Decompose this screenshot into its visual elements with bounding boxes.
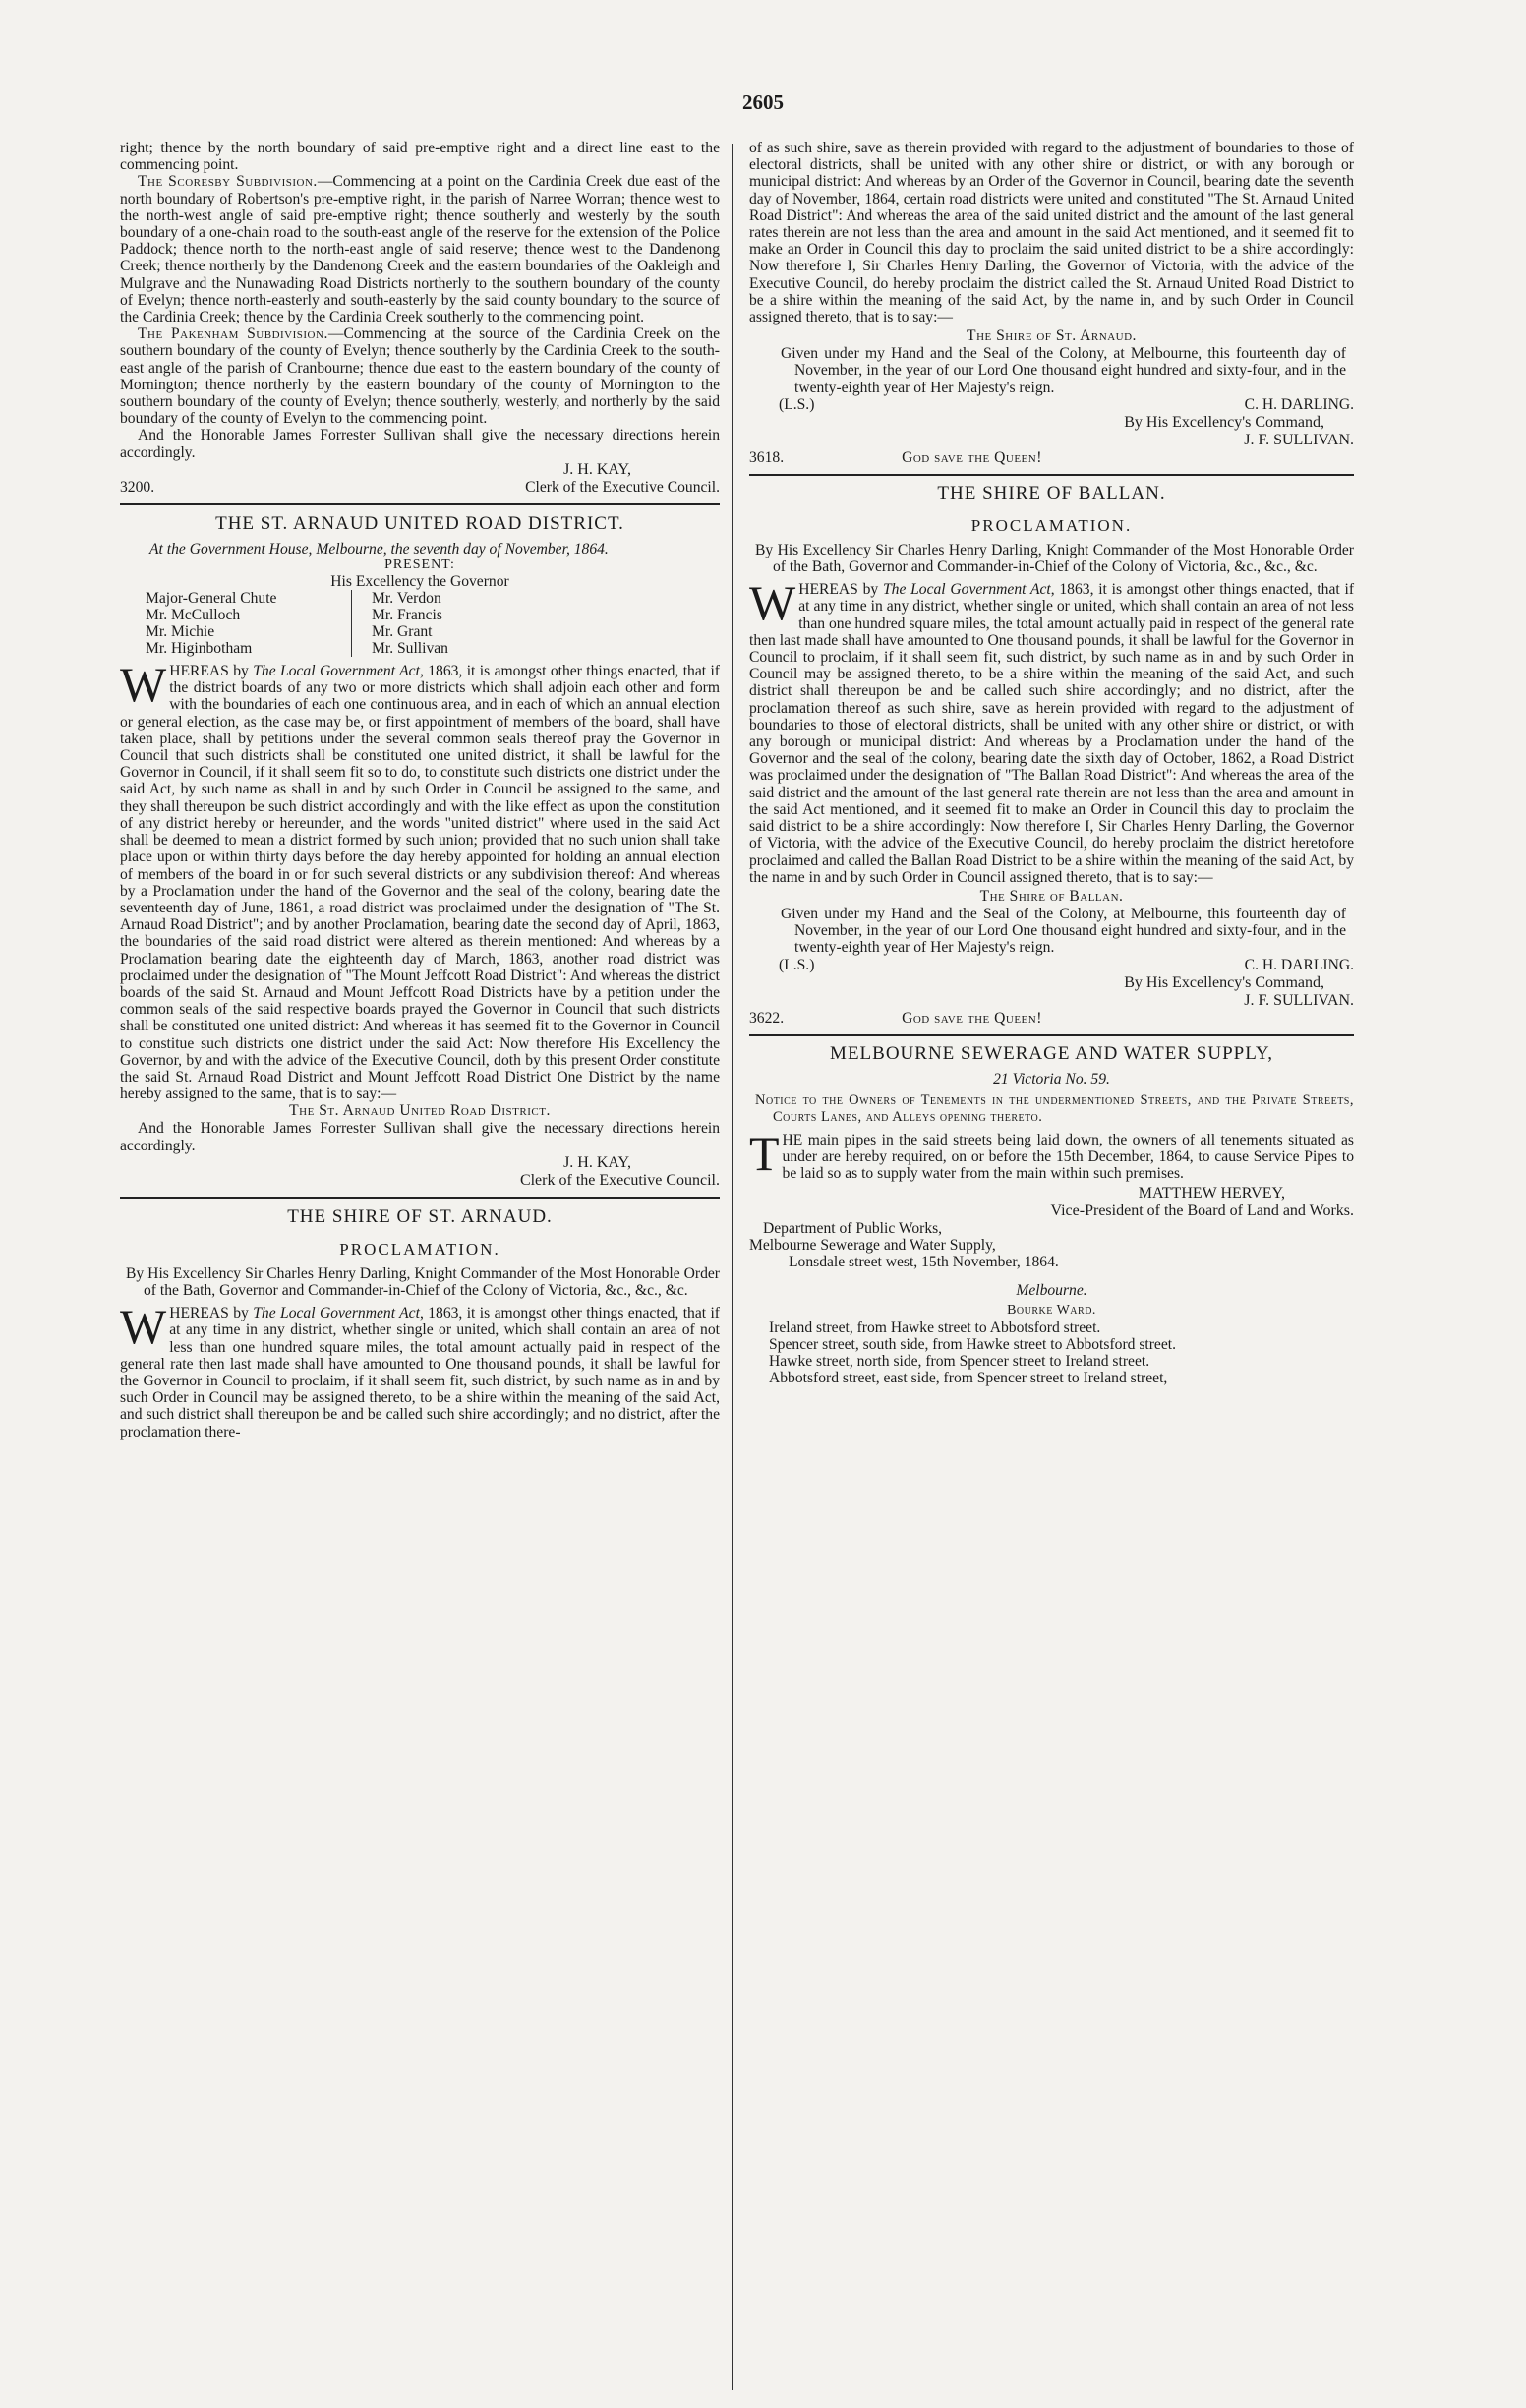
street-item: Ireland street, from Hawke street to Abbotsford street.	[769, 1319, 1101, 1336]
whereas-text: , 1863, it is amongst other things enacted, that if the district boards of any two or more districts which shall adjoin each other and form with the boundaries of each one continuous area, and in each of which an annual election or general election, as the case may be, or first appointment of members of the board, shall have taken place, shall by petitions under the several common seals thereof pray the Governor in Council that such districts shall be constituted one united district, it shall be lawful for the Governor in Council, if it shall seem fit so to do, to constitute such districts one district under the said Act, by such name as shall in and by such Order in Council be assigned to the same, and they shall thereupon be such district accordingly and with the like effect as upon the constitution of any district hereby or hereunder, and the words "united district" where used in the said Act shall be deemed to mean a district formed by such union; provided that no such union shall take place upon or within thirty days before the day hereby appointed for holding an annual election of members of the board in or for such several districts or any subdivision thereof: And whereas by a Proclamation under the hand of the Governor and the seal of the colony, bearing date the seventeenth day of June, 1861, a road district was proclaimed under the designation of "The St. Arnaud Road District"; and by another Proclamation, bearing date the second day of April, 1863, the boundaries of the said road district were altered as therein mentioned: And whereas by a Proclamation bearing date the eighteenth day of March, 1863, another road district was proclaimed under the designation of "The Mount Jeffcott Road District": And whereas the district boards of the said St. Arnaud and Mount Jeffcott Road Districts have by a petition under the common seals of the said respective boards prayed the Governor in Council that such districts shall be constituted one united district: And whereas it has seemed fit to the Governor in Council to constitue such districts one district under the said Act: Now therefore His Excellency the Governor, by and with the advice of the Executive Council, doth by this present Order constitute the said St. Arnaud Road District and Mount Jeffcott Road District One District by the name hereby assigned to the same, that is to say:—	[120, 663, 720, 1103]
whereas-paragraph-3	[749, 575, 1355, 886]
section-rule	[749, 474, 1354, 476]
signature-kay-1: J. H. KAY,	[563, 460, 631, 478]
united-district-name: The St. Arnaud United Road District.	[289, 1102, 551, 1120]
drop-cap-w: W	[120, 657, 167, 713]
drop-cap-t: T	[749, 1125, 780, 1181]
act-title: The Local Government Act	[882, 581, 1051, 599]
victoria-act-number: 21 Victoria No. 59.	[993, 1070, 1110, 1087]
god-save-queen: God save the Queen!	[902, 1009, 1042, 1027]
section-rule	[120, 503, 720, 505]
scoresby-text: —Commencing at a point on the Cardinia Creek due east of the north boundary of Robertson's pre-emptive right, in the parish of Narree Worran; thence west to the north-west angle of said pre-emptive right; thence southerly and westerly by the south boundary of a one-chain road to the south-east angle of the reserve for the extension of the Police Paddock; thence north to the north-east angle of said reserve; thence west to the Dandenong Creek; thence northerly by the Dandenong Creek and the eastern boundaries of the Oakleigh and Mulgrave and the Nunawading Road Districts northerly to the southern boundary of the county of Evelyn; thence north-easterly and south-easterly by the said county boundary to the source of the Cardinia Creek; thence by the Cardinia Creek southerly to the commencing point.	[120, 173, 720, 326]
drop-cap-w: W	[749, 575, 796, 631]
command-line-1: By His Excellency's Command,	[1124, 413, 1324, 431]
bourke-ward-label: Bourke Ward.	[1007, 1302, 1096, 1318]
sewerage-heading: MELBOURNE SEWERAGE AND WATER SUPPLY,	[830, 1042, 1273, 1064]
shire-name-st-arnaud: The Shire of St. Arnaud.	[967, 327, 1137, 345]
pakenham-text: —Commencing at the source of the Cardinia Creek on the southern boundary of the county of Evelyn; thence southerly by the Cardinia Creek to the south-east angle of the parish of Cranbourne; thence due east to the eastern boundary of the county of Mornington; thence northerly by the eastern boundary of the county of Mornington to the southern boundary of the county of Evelyn; thence southerly, westerly, and northerly by the said boundary of the county of Evelyn to the commencing point.	[120, 325, 720, 428]
present-member: Mr. Grant	[372, 623, 433, 641]
present-member: Mr. Francis	[372, 607, 442, 624]
god-save-row-2	[749, 1010, 1354, 1028]
whereas-start: HEREAS by	[169, 663, 249, 680]
present-member: Mr. Sullivan	[372, 640, 448, 658]
notice-number-3200: 3200.	[120, 478, 155, 496]
whereas-text: , 1863, it is amongst other things enacted, that if at any time in any district, whether single or united, which shall contain an area of not less than one hundred square miles, the total amount actually paid in respect of the general rate then last made shall have amounted to One thousand pounds, it shall be lawful for the Governor in Council to proclaim, if it shall seem fit, such district, by such name as in and by such Order in Council may be assigned thereto, to be a shire within the meaning of the said Act, and such district shall thereupon be and be called such shire accordingly; and no district, after the proclamation there-	[120, 1305, 720, 1440]
main-pipes-paragraph	[749, 1125, 1354, 1183]
signature-darling: C. H. DARLING.	[1244, 395, 1354, 413]
signature-hervey: MATTHEW HERVEY,	[1138, 1184, 1285, 1202]
proclamation-label: PROCLAMATION.	[970, 515, 1133, 535]
signature-sullivan: J. F. SULLIVAN.	[1244, 431, 1354, 448]
present-member: Major-General Chute	[146, 590, 277, 608]
by-his-excellency: By His Excellency Sir Charles Henry Darling, Knight Commander of the Most Honorable Order of the Bath, Governor and Commander-in-Chief of the Colony of Victoria, &c., &c., &c.	[755, 541, 1354, 576]
pakenham-heading: The Pakenham Subdivision.	[138, 325, 328, 343]
shire-st-arnaud-heading: THE SHIRE OF ST. ARNAUD.	[287, 1205, 553, 1227]
hervey-title: Vice-President of the Board of Land and Works.	[1050, 1202, 1354, 1219]
intro-paragraph: right; thence by the north boundary of said pre-emptive right and a direct line east to the commencing point.	[120, 140, 720, 174]
scoresby-paragraph	[120, 173, 720, 325]
signature-darling: C. H. DARLING.	[1244, 956, 1354, 973]
left-column	[120, 140, 720, 1440]
signature-sullivan: J. F. SULLIVAN.	[1244, 991, 1354, 1009]
main-pipes-text: HE main pipes in the said streets being laid down, the owners of all tenements situated as under are hereby required, on or before the 15th December, 1864, to cause Service Pipes to be laid so as to supply water from the main within such premises.	[782, 1131, 1354, 1183]
melbourne-label: Melbourne.	[1016, 1281, 1087, 1299]
present-member: Mr. Verdon	[372, 590, 441, 608]
street-item: Spencer street, south side, from Hawke street to Abbotsford street.	[769, 1335, 1176, 1353]
god-save-row-1	[749, 449, 1354, 467]
given-under-hand-1: Given under my Hand and the Seal of the Colony, at Melbourne, this fourteenth day of November, in the year of our Lord One thousand eight hundred and sixty-four, and in the twenty-eighth year of Her Majesty's reign.	[781, 345, 1346, 396]
whereas-paragraph-1	[120, 657, 720, 1103]
present-list	[146, 590, 558, 657]
right-column	[749, 140, 1354, 1386]
street-item: Abbotsford street, east side, from Spencer street to Ireland street,	[769, 1370, 1168, 1387]
signature-line-1	[120, 479, 720, 497]
whereas-start: HEREAS by	[798, 581, 879, 599]
shire-ballan-heading: THE SHIRE OF BALLAN.	[937, 482, 1166, 503]
seal-ls: (L.S.)	[779, 395, 815, 413]
whereas-text: , 1863, it is amongst other things enacted, that if at any time in any district, whether single or united, which shall contain an area of not less than one hundred square miles, the total amount actually paid in respect of the general rate then last made shall have amounted to One thousand pounds, it shall be lawful for the Governor in Council to proclaim, if it shall seem fit, such district, by such name as in and by such Order in Council may be assigned thereto, to be a shire within the meaning of the said Act, and such district shall thereupon be and be called such shire accordingly; and no district, after the proclamation thereof as such shire, save as herein provided with regard to the adjustment of boundaries to those of electoral districts, shall be united with any other shire or district, or with any borough or municipal district: And whereas by a Proclamation under the hand of the Governor and the seal of the colony, bearing date the sixth day of October, 1862, a Road District was proclaimed under the designation of "The Ballan Road District": And whereas the area of the said district and the amount of the last general rate therein are not less than the area and amount in the said Act mentioned, and it seemed fit to make an Order in Council this day to proclaim the said district to be a shire accordingly: Now therefore I, Sir Charles Henry Darling, the Governor of Victoria, with the advice of the Executive Council, do hereby proclaim the district heretofore proclaimed and called the Ballan Road District to be a shire within the meaning of the said Act, by the name in and by such Order in Council assigned thereto, that is to say:—	[749, 581, 1355, 886]
lonsdale-line: Lonsdale street west, 15th November, 1864.	[789, 1253, 1059, 1270]
section-rule	[120, 1197, 720, 1199]
present-member: Mr. Higinbotham	[146, 640, 253, 658]
signature-row-2	[749, 957, 1354, 974]
government-house-line: At the Government House, Melbourne, the seventh day of November, 1864.	[149, 540, 609, 558]
notice-to-owners: Notice to the Owners of Tenements in the undermentioned Streets, and the Private Streets, Courts Lanes, and Alleys opening thereto.	[755, 1091, 1354, 1125]
street-item: Hawke street, north side, from Spencer street to Ireland street.	[769, 1352, 1150, 1370]
directions-paragraph-2: And the Honorable James Forrester Sullivan shall give the necessary directions herein accordingly.	[120, 1120, 720, 1154]
given-under-hand-2: Given under my Hand and the Seal of the Colony, at Melbourne, this fourteenth day of November, in the year of our Lord One thousand eight hundred and sixty-four, and in the twenty-eighth year of Her Majesty's reign.	[781, 905, 1346, 957]
act-title: The Local Government Act	[253, 663, 420, 680]
present-right-list	[352, 590, 558, 657]
whereas-paragraph-2	[120, 1299, 720, 1440]
by-his-excellency: By His Excellency Sir Charles Henry Darling, Knight Commander of the Most Honorable Order of the Bath, Governor and Commander-in-Chief of the Colony of Victoria, &c., &c., &c.	[126, 1264, 720, 1299]
command-line-2: By His Excellency's Command,	[1124, 973, 1324, 991]
notice-number-3622: 3622.	[749, 1009, 785, 1027]
st-arnaud-road-heading: THE ST. ARNAUD UNITED ROAD DISTRICT.	[215, 512, 624, 534]
sewerage-line: Melbourne Sewerage and Water Supply,	[749, 1236, 996, 1254]
drop-cap-w: W	[120, 1299, 167, 1355]
present-label: PRESENT:	[384, 558, 455, 573]
proclamation-label: PROCLAMATION.	[339, 1239, 500, 1259]
clerk-title-1: Clerk of the Executive Council.	[525, 478, 720, 496]
continuation-paragraph: of as such shire, save as therein provided with regard to the adjustment of boundaries to those of electoral districts, shall be united with any other shire or district, or with any borough or municipal district: And whereas by an Order of the Governor in Council, bearing date the seventh day of November, 1864, certain road districts were united and constituted "The St. Arnaud United Road District": And whereas the area of the said united district and the amount of the last general rates therein are not less than the area and amount in the said Act mentioned, and it seemed fit to make an Order in Council this day to proclaim the said united district to be a shire accordingly: Now therefore I, Sir Charles Henry Darling, the Governor of Victoria, with the advice of the Executive Council, do hereby proclaim the district called the St. Arnaud United Road District to be a shire within the meaning of the said Act, by the name in, and by such Order in Council assigned thereto, that is to say:—	[749, 140, 1354, 326]
present-member: Mr. Michie	[146, 623, 215, 641]
page-number: 2605	[742, 90, 784, 114]
scoresby-heading: The Scoresby Subdivision.	[138, 173, 318, 191]
present-member: Mr. McCulloch	[146, 607, 241, 624]
clerk-title-2: Clerk of the Executive Council.	[519, 1171, 720, 1189]
shire-name-ballan: The Shire of Ballan.	[979, 887, 1124, 905]
signature-row-1	[749, 396, 1354, 414]
notice-number-3618: 3618.	[749, 448, 785, 466]
act-title: The Local Government Act	[253, 1305, 420, 1322]
section-rule	[749, 1034, 1354, 1036]
department-line: Department of Public Works,	[763, 1219, 943, 1237]
column-divider	[732, 144, 733, 2390]
signature-kay-2: J. H. KAY,	[563, 1153, 631, 1171]
present-left-list	[146, 590, 352, 657]
whereas-start: HEREAS by	[169, 1305, 249, 1322]
seal-ls: (L.S.)	[779, 956, 815, 973]
directions-paragraph-1: And the Honorable James Forrester Sullivan shall give the necessary directions herein accordingly.	[120, 427, 720, 461]
god-save-queen: God save the Queen!	[902, 448, 1042, 466]
present-governor: His Excellency the Governor	[330, 573, 509, 591]
pakenham-paragraph	[120, 325, 720, 427]
